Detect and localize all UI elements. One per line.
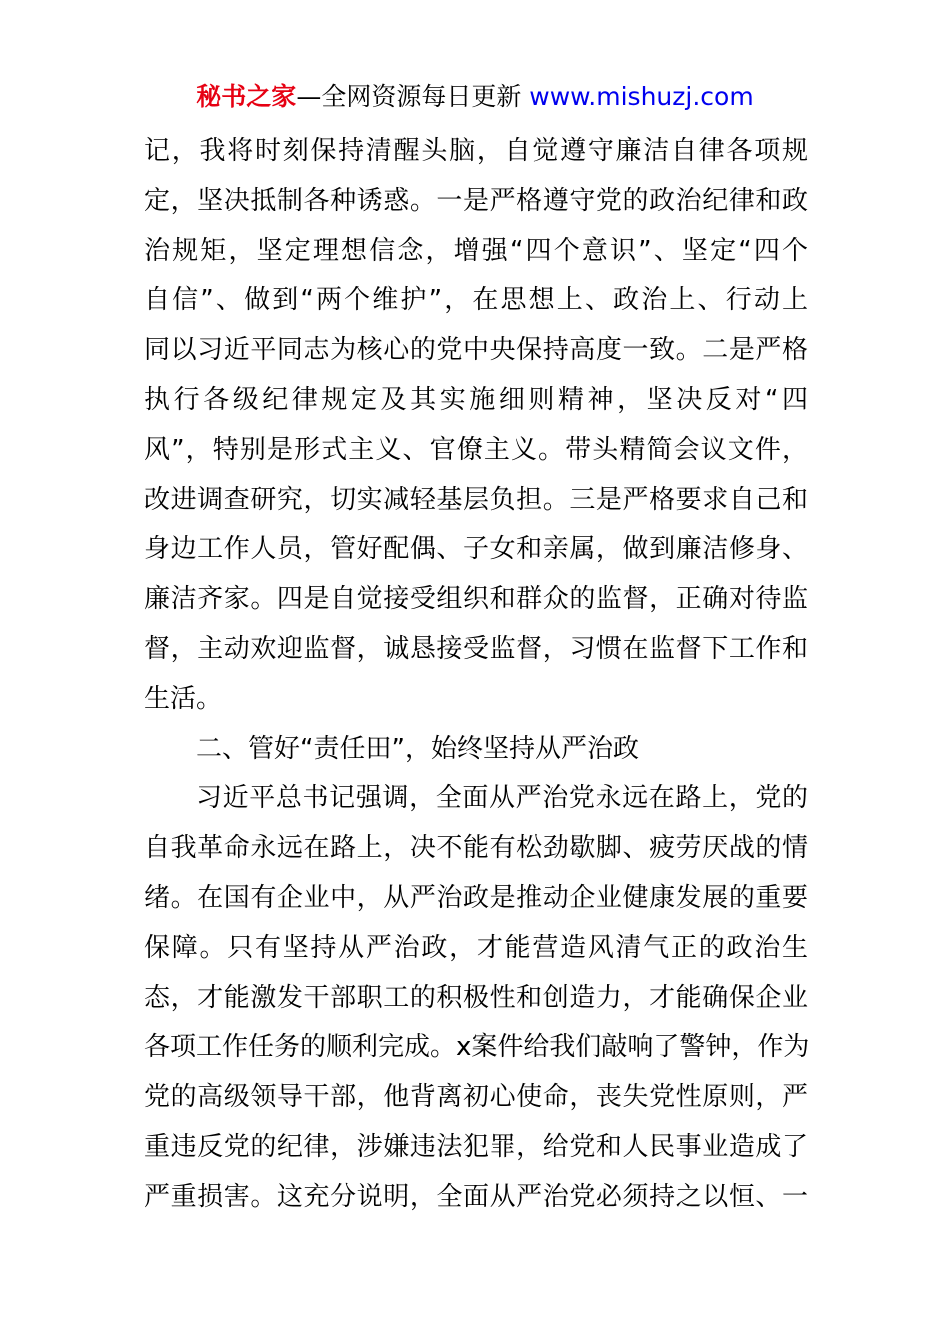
- text-line: 治规矩，坚定理想信念，增强“四个意识”、坚定“四个: [144, 235, 808, 266]
- site-url-link[interactable]: www.mishuzj.com: [529, 82, 754, 111]
- text-line: 定，坚决抵制各种诱惑。一是严格遵守党的政治纪律和政: [144, 185, 808, 216]
- text-line: 风”，特别是形式主义、官僚主义。带头精简会议文件，: [144, 434, 808, 465]
- page-header: [0, 80, 950, 114]
- header-tagline: —全网资源每日更新: [296, 82, 530, 111]
- text-line: 各项工作任务的顺利完成。x案件给我们敲响了警钟，作为: [144, 1032, 810, 1063]
- section-heading: 二、管好“责任田”，始终坚持从严治政: [196, 733, 639, 764]
- text-line: 改进调查研究，切实减轻基层负担。三是严格要求自己和: [144, 484, 808, 515]
- text-line: 党的高级领导干部，他背离初心使命，丧失党性原则，严: [144, 1082, 808, 1113]
- text-line: 执行各级纪律规定及其实施细则精神，坚决反对“四: [144, 384, 808, 415]
- text-line: 习近平总书记强调，全面从严治党永远在路上，党的: [196, 783, 808, 814]
- text-line: 记，我将时刻保持清醒头脑，自觉遵守廉洁自律各项规: [144, 136, 808, 166]
- text-line: 绪。在国有企业中，从严治政是推动企业健康发展的重要: [144, 882, 808, 913]
- text-line: 廉洁齐家。四是自觉接受组织和群众的监督，正确对待监: [144, 584, 808, 615]
- text-line: 生活。: [144, 683, 223, 714]
- text-line: 督，主动欢迎监督，诚恳接受监督，习惯在监督下工作和: [144, 633, 808, 664]
- text-line: 自我革命永远在路上，决不能有松劲歇脚、疲劳厌战的情: [144, 833, 808, 864]
- document-body: [144, 127, 808, 1223]
- brand-name: 秘书之家: [196, 82, 297, 111]
- text-line: 重违反党的纪律，涉嫌违法犯罪，给党和人民事业造成了: [144, 1131, 808, 1162]
- text-line: 态，才能激发干部职工的积极性和创造力，才能确保企业: [144, 982, 808, 1013]
- text-line: 严重损害。这充分说明，全面从严治党必须持之以恒、一: [144, 1181, 808, 1212]
- text-line: 保障。只有坚持从严治政，才能营造风清气正的政治生: [144, 932, 808, 963]
- text-line: 自信”、做到“两个维护”，在思想上、政治上、行动上: [144, 285, 808, 316]
- text-line: 同以习近平同志为核心的党中央保持高度一致。二是严格: [144, 335, 808, 366]
- text-line: 身边工作人员，管好配偶、子女和亲属，做到廉洁修身、: [144, 534, 808, 565]
